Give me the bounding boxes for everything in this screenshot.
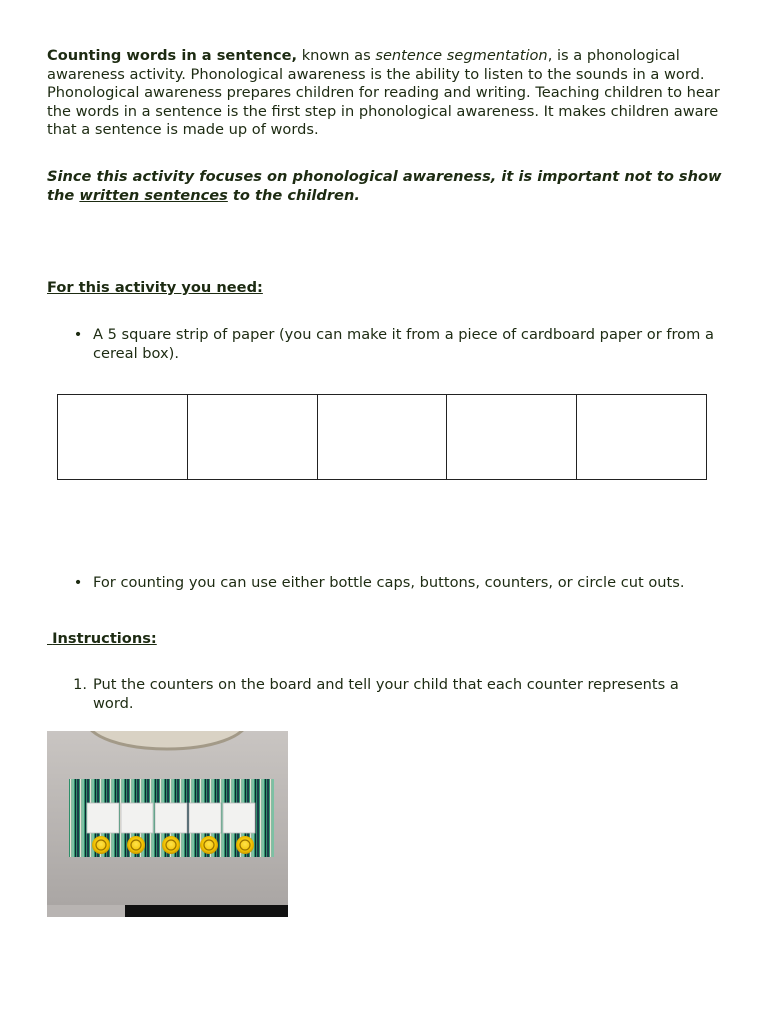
note-part-2: to the children. [227, 186, 360, 204]
intro-paragraph [47, 47, 727, 140]
list-item [73, 676, 721, 713]
intro-bold-lead: Counting words in a sentence, [47, 47, 298, 64]
bullet-marker: • [73, 574, 83, 591]
strip-square [577, 395, 706, 479]
instructions-heading-text: Instructions: [52, 630, 157, 647]
step-number: 1. [73, 676, 87, 693]
intro-text-1: known as [297, 47, 376, 64]
important-note [47, 168, 727, 205]
note-part-1: Since this activity focuses on phonological awareness, it is important not to show the [47, 168, 722, 204]
strip-square [58, 395, 188, 479]
list-item-text: Put the counters on the board and tell your child that each counter represents a word. [93, 676, 679, 712]
note-underlined: written sentences [79, 186, 228, 204]
intro-italic-term: sentence segmentation [375, 47, 548, 64]
list-item-text: For counting you can use either bottle caps, buttons, counters, or circle cut outs. [93, 574, 685, 591]
five-square-strip [57, 394, 707, 480]
materials-heading: For this activity you need: [47, 279, 263, 296]
counters-photo [47, 731, 288, 917]
photo-illustration [47, 731, 288, 917]
intro-text-2: , is a phonological awareness activity. Phonological awareness is the ability to listen to the sounds in a word. Phonological awareness prepares children for reading and writing. Teaching children to hear the words in a sentence is the first step in phonological awareness. It makes children aware that a sentence is made up of words. [47, 47, 720, 139]
instructions-heading [47, 630, 727, 649]
list-item-text: A 5 square strip of paper (you can make it from a piece of cardboard paper or from a cereal box). [93, 326, 714, 362]
strip-square [188, 395, 318, 479]
list-item [73, 574, 721, 593]
strip-square [318, 395, 448, 479]
bullet-marker: • [73, 326, 83, 343]
strip-square [447, 395, 577, 479]
list-item [73, 326, 721, 363]
